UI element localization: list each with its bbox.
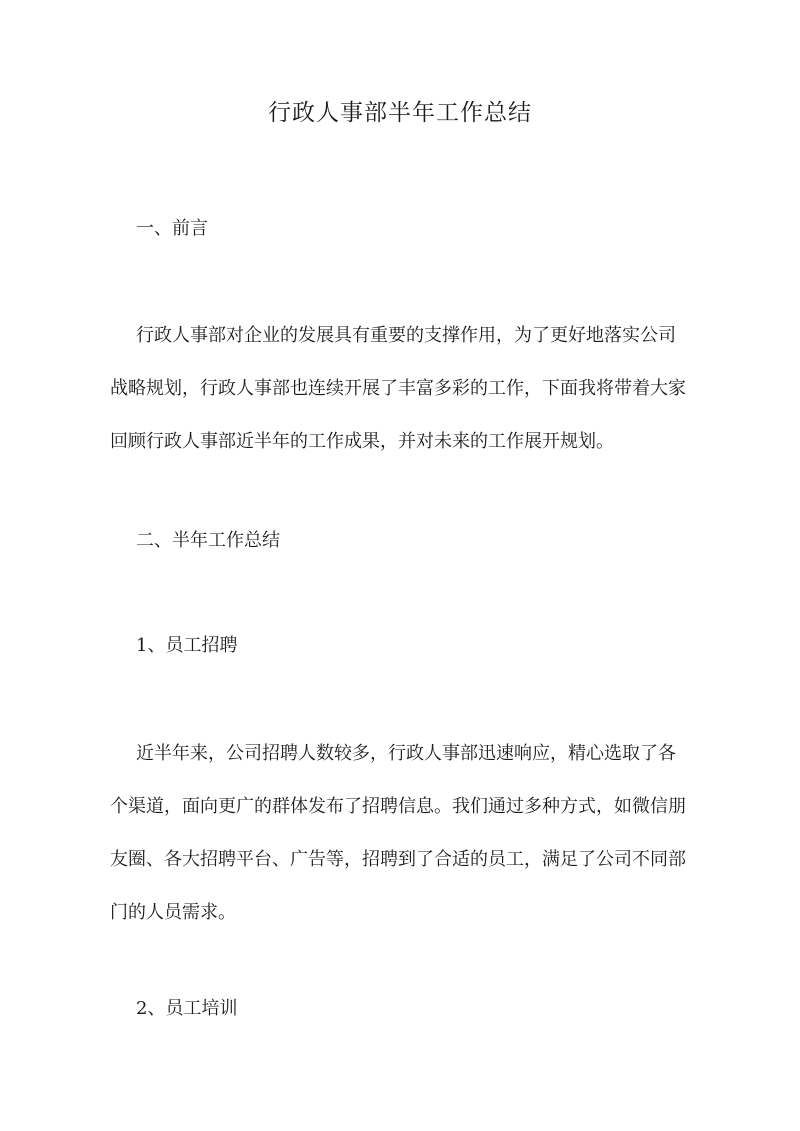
- paragraph-line: 门的人员需求。: [110, 902, 236, 923]
- document-title: 行政人事部半年工作总结: [268, 100, 532, 126]
- paragraph-line: 个渠道，面向更广的群体发布了招聘信息。我们通过多种方式，如微信朋: [110, 796, 686, 817]
- paragraph-line: 战略规划，行政人事部也连续开展了丰富多彩的工作，下面我将带着大家: [110, 378, 686, 399]
- heading-intro: 一、前言: [136, 218, 208, 239]
- heading-recruit: 1、员工招聘: [136, 635, 238, 656]
- paragraph-line: 行政人事部对企业的发展具有重要的支撑作用，为了更好地落实公司: [136, 325, 676, 346]
- paragraph-line: 友圈、各大招聘平台、广告等，招聘到了合适的员工，满足了公司不同部: [110, 849, 686, 870]
- heading-summary: 二、半年工作总结: [136, 530, 280, 551]
- paragraph-line: 近半年来，公司招聘人数较多，行政人事部迅速响应，精心选取了各: [136, 743, 676, 764]
- paragraph-line: 回顾行政人事部近半年的工作成果，并对未来的工作展开规划。: [110, 431, 614, 452]
- paragraph-intro: [110, 309, 695, 468]
- heading-training: 2、员工培训: [136, 998, 238, 1019]
- paragraph-recruit: [110, 727, 695, 939]
